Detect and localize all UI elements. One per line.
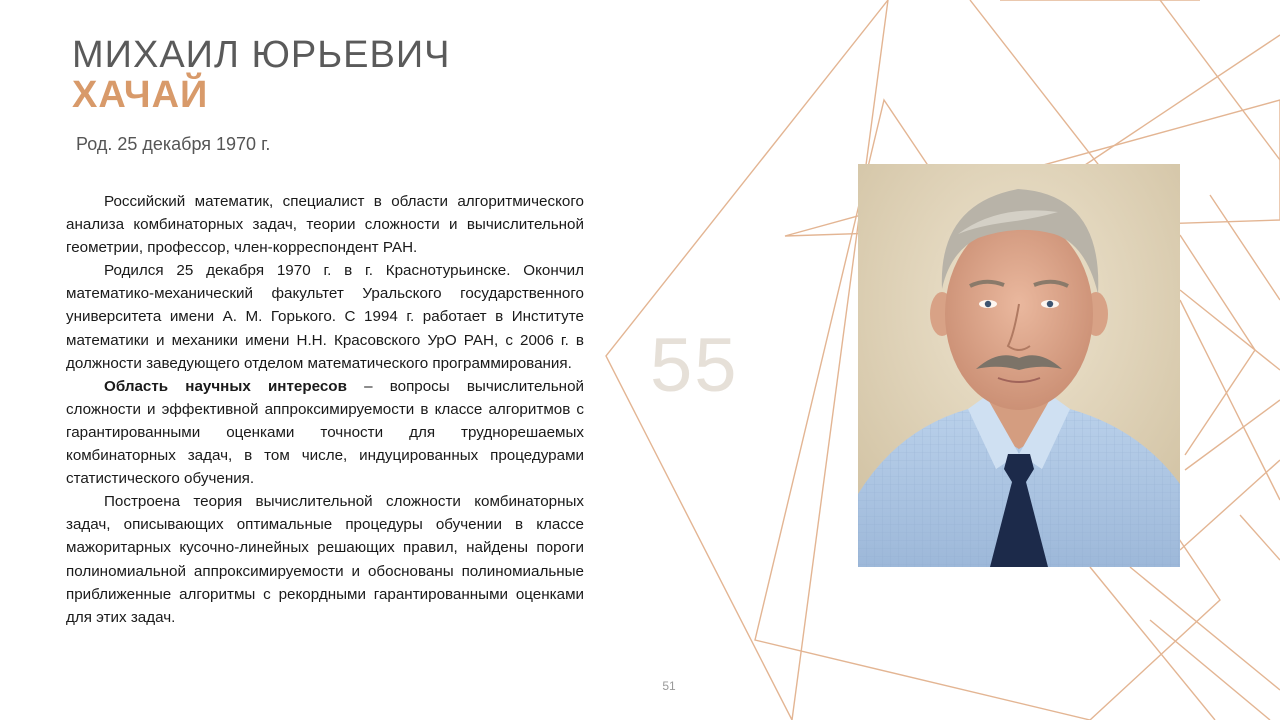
bio-paragraph: Родился 25 декабря 1970 г. в г. Краснотурьинске. Окончил математико-механический факультет Уральского государственного университета имени А. М. Горького. С 1994 г. работает в Институте математики и механики имени Н.Н. Красовского УрО РАН, с 2006 г. в должности заведующего отделом математического программирования. [66,262,584,372]
bio-paragraph-interests [66,375,584,490]
interests-text: – вопросы вычислительной сложности и эффективной аппроксимируемости в классе алгоритмов с гарантированными оценками точности для труднорешаемых комбинаторных задач, в том числе, индуцированных процедурами статистического обучения. [66,377,585,488]
person-last-name: ХАЧАЙ [72,74,209,116]
birth-date: Род. 25 декабря 1970 г. [76,134,271,154]
biography [66,190,584,629]
bio-paragraph: Построена теория вычислительной сложности комбинаторных задач, описывающих оптимальные процедуры обучении в классе мажоритарных кусочно-линейных решающих правил, найдены пороги полиномиальной аппроксимируемости и обоснованы полиномиальные приближенные алгоритмы с рекордными гарантированными оценками для этих задач. [66,493,584,626]
page-number: 51 [662,679,676,693]
bio-paragraph: Российский математик, специалист в области алгоритмического анализа комбинаторных задач, теории сложности и вычислительной геометрии, профессор, член-корреспондент РАН. [66,193,584,257]
portrait-photo [858,164,1180,567]
interests-heading: Область научных интересов [104,377,347,395]
anniversary-number: 55 [650,323,739,408]
person-first-name: МИХАИЛ ЮРЬЕВИЧ [72,34,451,76]
